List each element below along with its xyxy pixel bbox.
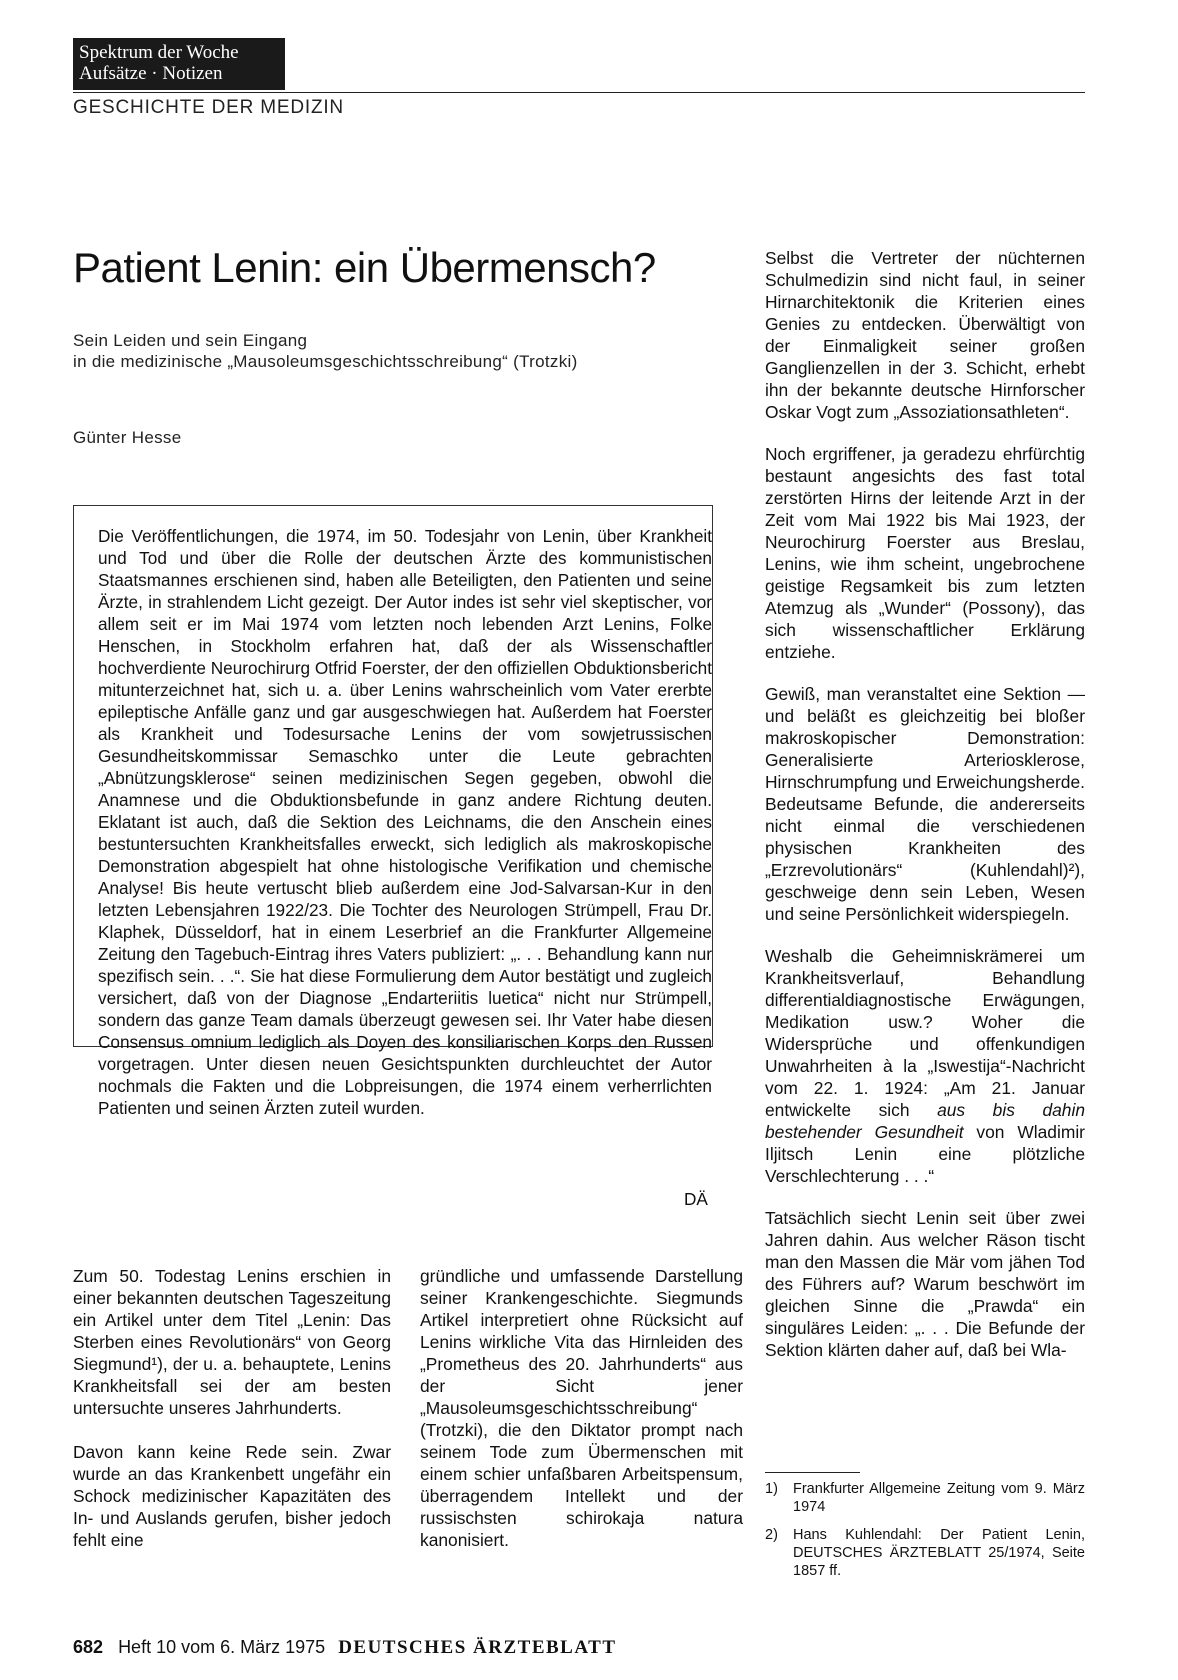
body-column-right bbox=[765, 247, 1085, 1381]
page-footer bbox=[73, 1637, 617, 1659]
paragraph: gründliche und umfassende Darstellung seiner Krankengeschichte. Siegmunds Artikel interpretiert ohne Rücksicht auf Lenins wirkliche Vita das Hirnleiden des „Prometheus des 20. Jahrhunderts“ aus der Sicht jener „Mausoleumsgeschichtsschreibung“ (Trotzki), die den Diktator prompt nach seinem Tode zum Übermenschen mit einem schier unfaßbaren Arbeitspensum, überragendem Intellekt und der russischsten schirokaja natura kanonisiert. bbox=[420, 1266, 743, 1550]
header-line-1: Spektrum der Woche bbox=[79, 42, 239, 63]
abstract-text: Die Veröffentlichungen, die 1974, im 50. Todesjahr von Lenin, über Krankheit und Tod und über die Rolle der deutschen Ärzte des kommunistischen Staatsmannes erschienen sind, haben alle Beteiligten, den Patienten und seine Ärzte, in strahlendem Licht gezeigt. Der Autor indes ist sehr viel skeptischer, vor allem seit er im Mai 1974 vom letzten noch lebenden Arzt Lenins, Folke Henschen, in Stockholm erfahren hat, daß der als Wissenschaftler hochverdiente Neurochirurg Otfrid Foerster, der den offiziellen Obduktionsbericht mitunterzeichnet hat, sich u. a. über Lenins wahrscheinlich vom Vater ererbte epileptische Anfälle ganz und gar ausgeschwiegen hat. Außerdem hat Foerster als Krankheit und Todesursache Lenins der vom sowjetrussischen Gesundheitskommissar Semaschko unter die Leute gebrachten „Abnützungsklerose“ seinen medizinischen Segen gegeben, obwohl die Anamnese und die Obduktionsbefunde in ganz andere Richtung deuten. Eklatant ist auch, daß die Sektion des Leichnams, die den Anschein eines bestuntersuchten Krankheitsfalles erweckt, sich lediglich als makroskopische Demonstration abgespielt hat ohne histologische Verifikation und chemische Analyse! Bis heute vertuscht blieb außerdem eine Jod-Salvarsan-Kur in den letzten Lebensjahren 1922/23. Die Tochter des Neurologen Strümpell, Frau Dr. Klaphek, Düsseldorf, hat in einem Leserbrief an die Frankfurter Allgemeine Zeitung den Tagebuch-Eintrag ihres Vaters publiziert: „. . . Behandlung kann nur spezifisch sein. . .“. Sie hat diese Formulierung dem Autor bestätigt und zugleich versichert, daß von der Diagnose „Endarteriitis luetica“ nicht nur Strümpell, sondern das ganze Team damals überzeugt gewesen sei. Ihr Vater habe diesen Consensus omnium lediglich als Doyen des konsiliarischen Korps den Russen vorgetragen. Unter diesen neuen Gesichtspunkten durchleuchtet der Autor nochmals die Fakten und die Lobpreisungen, die 1974 einem verherrlichten Patienten und seinen Ärzten zuteil wurden. bbox=[98, 526, 712, 1118]
issue-info: Heft 10 vom 6. März 1975 bbox=[118, 1637, 326, 1657]
footnote-text: Frankfurter Allgemeine Zeitung vom 9. März 1974 bbox=[793, 1481, 1085, 1515]
body-column-middle bbox=[420, 1265, 743, 1573]
footnote-number: 2) bbox=[765, 1527, 778, 1543]
article-subtitle bbox=[73, 330, 673, 372]
paragraph: Davon kann keine Rede sein. Zwar wurde an das Krankenbett ungefähr ein Schock medizinischer Kapazitäten des In- und Auslands gerufen, bisher jedoch fehlt eine bbox=[73, 1442, 391, 1550]
footnote bbox=[765, 1480, 1085, 1516]
section-label: GESCHICHTE DER MEDIZIN bbox=[73, 97, 344, 118]
paragraph bbox=[765, 945, 1085, 1187]
page-number: 682 bbox=[73, 1637, 104, 1657]
header-divider bbox=[73, 92, 1085, 93]
article-title: Patient Lenin: ein Übermensch? bbox=[73, 244, 656, 291]
paragraph: Noch ergriffener, ja geradezu ehrfürchtig bestaunt angesichts des fast total zerstörten Hirns der leitende Arzt in der Zeit vom Mai 1922 bis Mai 1923, der Neurochirurg Foerster aus Breslau, Lenins, wie ihm scheint, ungebrochene geistige Regsamkeit bis zum letzten Atemzug als „Wunder“ (Possony), das sich wissenschaftlicher Erklärung entziehe. bbox=[765, 444, 1085, 662]
header-line-2: Aufsätze · Notizen bbox=[79, 63, 223, 84]
paragraph: Tatsächlich siecht Lenin seit über zwei Jahren dahin. Aus welcher Räson tischt man den Massen die Mär vom jähen Tod des Führers auf? Warum beschwört im gleichen Sinne die „Prawda“ ein singuläres Leiden: „. . . Die Befunde der Sektion klärten daher auf, daß bei Wla- bbox=[765, 1208, 1085, 1360]
article-author: Günter Hesse bbox=[73, 428, 182, 447]
paragraph-part: von Wladimir Iljitsch Lenin eine plötzliche Verschlechterung . . .“ bbox=[765, 1122, 1085, 1186]
section-header-box bbox=[73, 38, 285, 90]
paragraph: Selbst die Vertreter der nüchternen Schulmedizin sind nicht faul, in seiner Hirnarchitektonik die Kriterien eines Genies zu entdecken. Überwältigt von der Einmaligkeit seiner großen Ganglienzellen in der 3. Schicht, erhebt ihn der bekannte deutsche Hirnforscher Oskar Vogt zum „Assoziationsathleten“. bbox=[765, 248, 1085, 422]
footnote-number: 1) bbox=[765, 1481, 778, 1497]
footnote-divider bbox=[765, 1472, 860, 1473]
journal-name: DEUTSCHES ÄRZTEBLATT bbox=[338, 1637, 617, 1658]
paragraph: Zum 50. Todestag Lenins erschien in einer bekannten deutschen Tageszeitung ein Artikel unter dem Titel „Lenin: Das Sterben eines Revolutionärs“ von Georg Siegmund¹), der u. a. behauptete, Lenins Krankheitsfall sei der am besten untersuchte unseres Jahrhunderts. bbox=[73, 1266, 391, 1418]
body-column-left bbox=[73, 1265, 391, 1573]
footnote-text: Hans Kuhlendahl: Der Patient Lenin, DEUTSCHES ÄRZTEBLATT 25/1974, Seite 1857 ff. bbox=[793, 1527, 1085, 1579]
paragraph: Gewiß, man veranstaltet eine Sektion — und beläßt es gleichzeitig bei bloßer makroskopischer Demonstration: Generalisierte Arteriosklerose, Hirnschrumpfung und Erweichungsherde. Bedeutsame Befunde, die andererseits nicht einmal die verschiedenen physischen Krankheiten des „Erzrevolutionärs“ (Kuhlendahl)²), geschweige denn sein Leben, Wesen und seine Persönlichkeit widerspiegeln. bbox=[765, 684, 1085, 924]
emphasized-quote: aus bis dahin bestehender Gesundheit bbox=[765, 1100, 1085, 1142]
subtitle-line-1: Sein Leiden und sein Eingang bbox=[73, 331, 308, 350]
subtitle-line-2: in die medizinische „Mausoleumsgeschichtsschreibung“ (Trotzki) bbox=[73, 352, 578, 371]
paragraph-part: Weshalb die Geheimniskrämerei um Krankheitsverlauf, Behandlung differentialdiagnostische Erwägungen, Medikation usw.? Woher die Widersprüche und offenkundigen Unwahrheiten à la „Iswestija“-Nachricht vom 22. 1. 1924: „Am 21. Januar entwickelte sich bbox=[765, 946, 1085, 1120]
abstract-signature: DÄ bbox=[684, 1189, 708, 1209]
footnotes bbox=[765, 1480, 1085, 1590]
footnote bbox=[765, 1526, 1085, 1580]
